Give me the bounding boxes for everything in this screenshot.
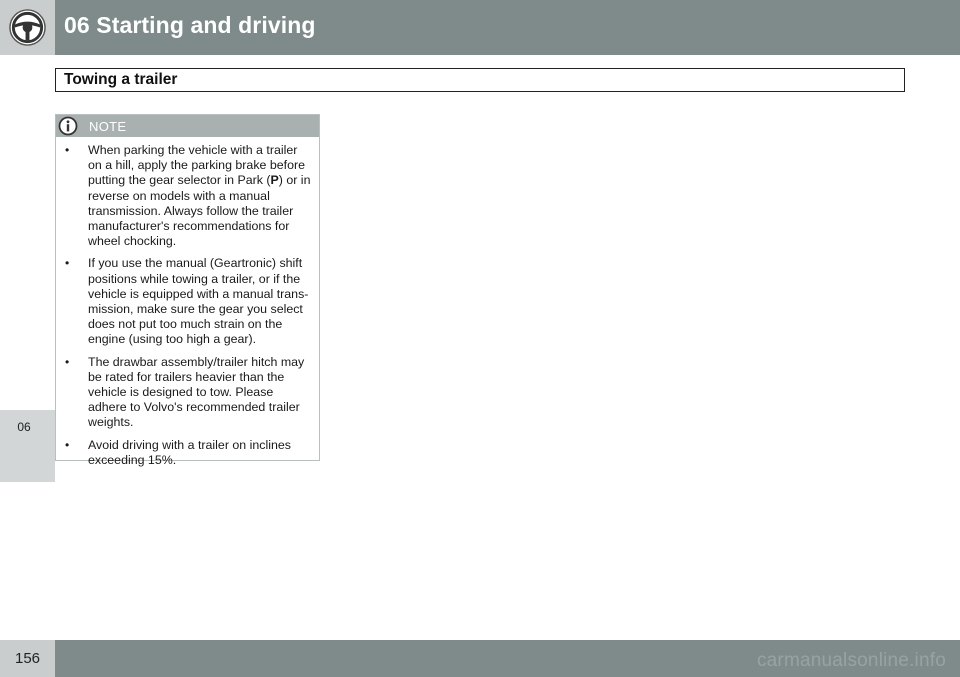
note-item (56, 256, 319, 347)
logo-box (0, 0, 55, 55)
watermark: carmanualsonline.info (756, 650, 946, 671)
note-box (55, 114, 320, 467)
section-title: Towing a trailer (64, 71, 178, 88)
note-item-text: Avoid driving with a trailer on inclines exceeding 15%. (88, 437, 291, 467)
note-item-text: If you use the manual (Geartronic) shift positions while towing a trailer, or if the vehicle is equipped with a manual trans-mission, make sure the gear you select does not put too much strain on the engine (using too high a gear). (88, 256, 309, 347)
chapter-title: 06 Starting and driving (64, 12, 316, 38)
chapter-tab-label: 06 (17, 420, 31, 434)
bullet: • (65, 437, 70, 452)
bullet: • (65, 354, 70, 369)
note-list (56, 143, 319, 475)
note-item-text: The drawbar assembly/trailer hitch may be rated for trailers heavier than the vehicle is designed to tow. Please adhere to Volvo's recommended trailer weights. (88, 354, 305, 430)
side-strip (0, 55, 55, 640)
note-header (56, 115, 319, 137)
note-item (56, 355, 319, 431)
note-item (56, 438, 319, 468)
note-item (56, 143, 319, 249)
note-item-text: When parking the vehicle with a trailer on a hill, apply the parking brake before putting the gear selector in Park ( (88, 143, 305, 188)
park-gear-letter: P (270, 173, 279, 188)
note-item-text: ) or in reverse on models with a manual transmission. Always follow the trailer manufacturer's recommendations for wheel chocking. (88, 173, 311, 249)
info-icon (57, 115, 79, 137)
page-number: 156 (14, 650, 41, 667)
bullet: • (65, 256, 70, 271)
note-label: NOTE (89, 119, 127, 134)
section-title-box (55, 68, 905, 92)
steering-wheel-icon (8, 8, 47, 47)
bullet: • (65, 143, 70, 157)
